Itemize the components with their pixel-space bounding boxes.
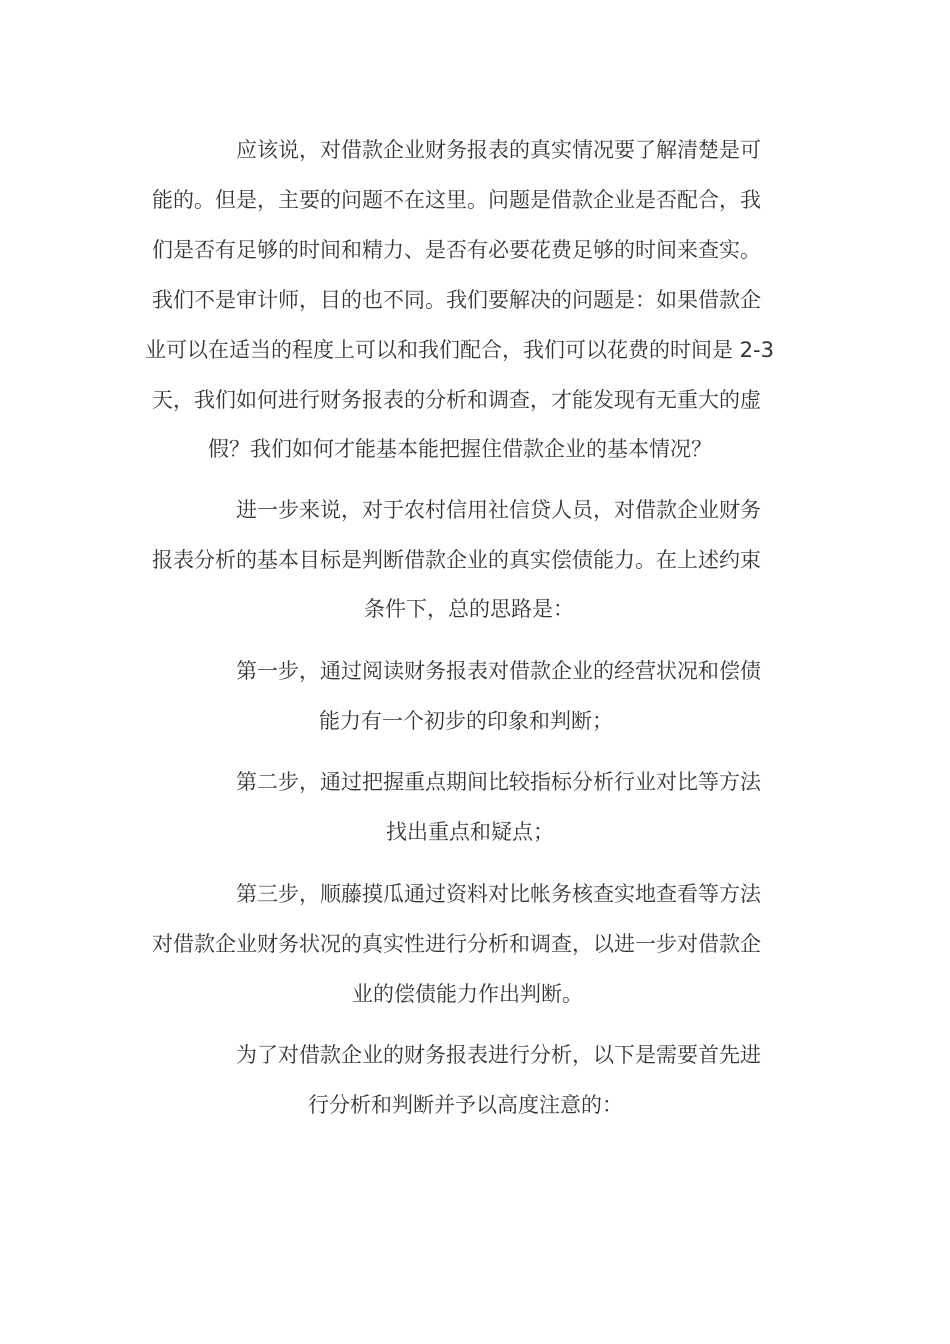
paragraph-line: 业可以在适当的程度上可以和我们配合，我们可以花费的时间是 2-3	[145, 338, 774, 362]
paragraph-line: 我们不是审计师，目的也不同。我们要解决的问题是：如果借款企	[152, 288, 761, 312]
paragraph-line: 第一步，通过阅读财务报表对借款企业的经营状况和偿债	[236, 659, 761, 683]
paragraph-line: 对借款企业财务状况的真实性进行分析和调查，以进一步对借款企	[152, 932, 761, 956]
paragraph-line: 业的偿债能力作出判断。	[352, 982, 583, 1006]
paragraph-line: 假？我们如何才能基本能把握住借款企业的基本情况？	[208, 437, 712, 461]
paragraph-line: 第二步，通过把握重点期间比较指标分析行业对比等方法	[236, 770, 761, 794]
paragraph-line: 为了对借款企业的财务报表进行分析，以下是需要首先进	[236, 1043, 761, 1067]
paragraph-line: 进一步来说，对于农村信用社信贷人员，对借款企业财务	[236, 498, 761, 522]
paragraph-line: 条件下，总的思路是：	[364, 597, 574, 621]
paragraph-line: 报表分析的基本目标是判断借款企业的真实偿债能力。在上述约束	[152, 548, 761, 572]
paragraph-line: 能力有一个初步的印象和判断；	[319, 709, 613, 733]
paragraph-line: 第三步，顺藤摸瓜通过资料对比帐务核查实地查看等方法	[236, 882, 761, 906]
paragraph-line: 天，我们如何进行财务报表的分析和调查，才能发现有无重大的虚	[152, 388, 761, 412]
paragraph-line: 能的。但是，主要的问题不在这里。问题是借款企业是否配合，我	[152, 188, 761, 212]
paragraph-line: 应该说，对借款企业财务报表的真实情况要了解清楚是可	[236, 138, 761, 162]
paragraph-line: 们是否有足够的时间和精力、是否有必要花费足够的时间来查实。	[152, 238, 761, 262]
paragraph-line: 找出重点和疑点；	[386, 820, 554, 844]
paragraph-line: 行分析和判断并予以高度注意的：	[308, 1093, 623, 1117]
